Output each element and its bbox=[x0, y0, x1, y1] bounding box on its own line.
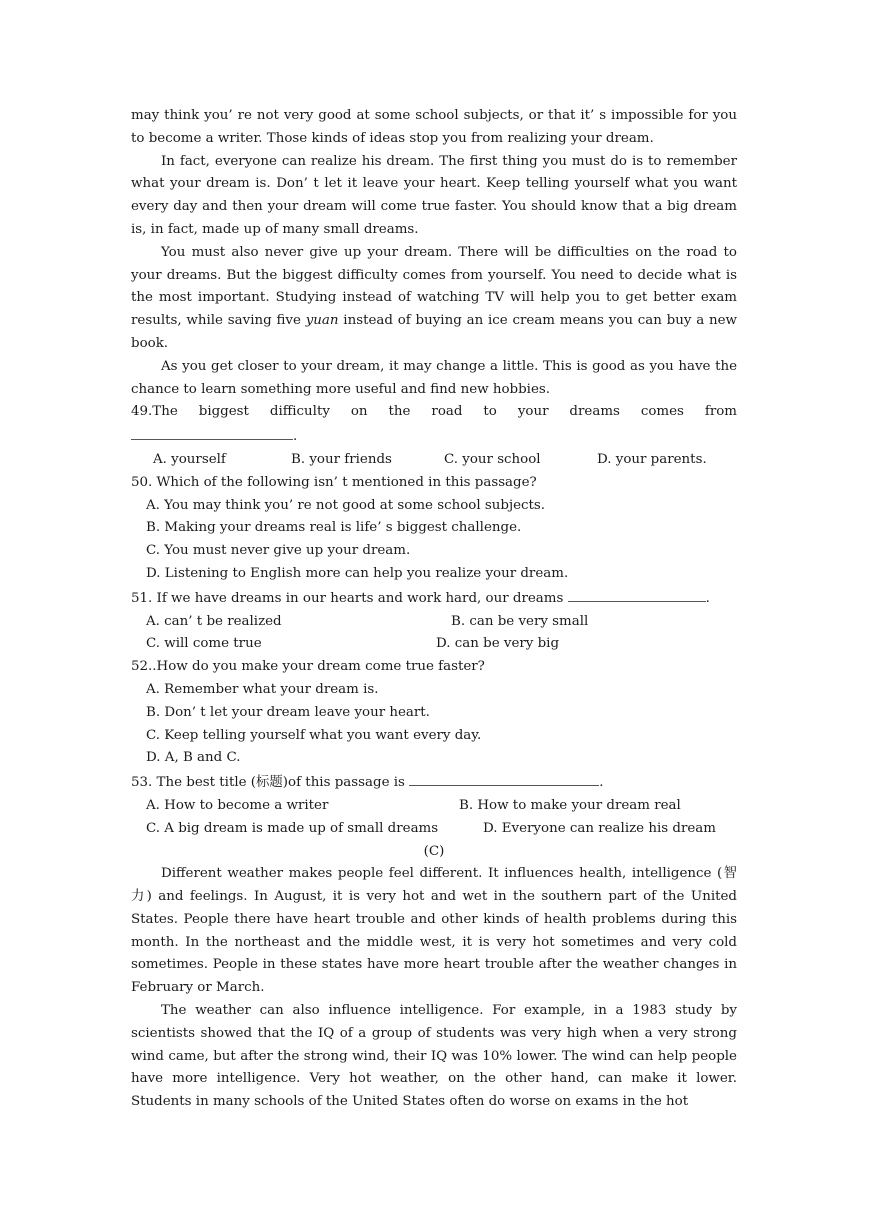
paragraph-2-text-b: instead of buying an ice cream means you can buy a new book. bbox=[131, 313, 737, 351]
question-49-stem: 49.The biggest difficulty on the road to your dreams comes from bbox=[131, 404, 737, 420]
question-53-option-c[interactable]: C. A big dream is made up of small dreams bbox=[146, 820, 439, 836]
question-50-option-d[interactable]: D. Listening to English more can help you realize your dream. bbox=[146, 565, 569, 581]
question-50-option-b[interactable]: B. Making your dreams real is life’ s biggest challenge. bbox=[146, 520, 522, 536]
question-51-options-row-2 bbox=[131, 633, 737, 656]
section-c-label: (C) bbox=[423, 843, 445, 859]
option-b[interactable]: B. your friends bbox=[291, 451, 392, 467]
section-c-paragraph-2: The weather can also influence intelligence. For example, in a 1983 study by scientists showed that the IQ of a group of students was very high when a very strong wind came, but after the strong wind, their IQ was 10% lower. The wind can help people have more intelligence. Very hot weather, on the other hand, can make it lower. Students in many schools of the United States often do worse on exams in the hot bbox=[131, 1003, 737, 1110]
blank-end: . bbox=[599, 775, 604, 791]
passage-b-paragraph-0: may think you’ re not very good at some school subjects, or that it’ s impossible for you to become a writer. Those kinds of ideas stop you from realizing your dream. bbox=[131, 108, 737, 146]
question-52-option-b[interactable]: B. Don’ t let your dream leave your heart. bbox=[146, 704, 430, 720]
question-51-option-a[interactable]: A. can’ t be realized bbox=[146, 613, 282, 629]
option-a[interactable]: A. yourself bbox=[153, 451, 226, 467]
option-d[interactable]: D. your parents. bbox=[597, 451, 707, 467]
question-53-stem bbox=[131, 770, 737, 795]
question-49-options bbox=[131, 449, 737, 472]
question-49-blank-line bbox=[131, 424, 737, 449]
question-51-option-b[interactable]: B. can be very small bbox=[451, 613, 589, 629]
answer-blank[interactable] bbox=[568, 586, 706, 602]
question-51-option-d[interactable]: D. can be very big bbox=[436, 636, 560, 652]
blank-end: . bbox=[705, 590, 710, 606]
question-51-stem-text: 51. If we have dreams in our hearts and work hard, our dreams bbox=[131, 590, 564, 606]
question-53-options-row-2 bbox=[131, 818, 737, 841]
question-53-option-d[interactable]: D. Everyone can realize his dream bbox=[483, 820, 716, 836]
question-51-stem bbox=[131, 586, 737, 611]
passage-b-paragraph-3: As you get closer to your dream, it may change a little. This is good as you have the chance to learn something more useful and find new hobbies. bbox=[131, 358, 737, 397]
blank-end: . bbox=[293, 429, 298, 445]
answer-blank[interactable] bbox=[131, 424, 293, 440]
question-52-stem: 52..How do you make your dream come true faster? bbox=[131, 659, 485, 675]
question-50-option-c[interactable]: C. You must never give up your dream. bbox=[146, 543, 411, 559]
question-53-stem-text: 53. The best title (标题)of this passage is bbox=[131, 775, 405, 791]
question-52-option-c[interactable]: C. Keep telling yourself what you want every day. bbox=[146, 727, 482, 743]
paragraph-2-text-a: You must also never give up your dream. There will be difficulties on the road to your dreams. But the biggest difficulty comes from yourself. You need to decide what is the most important. Studying instead of watching TV will help you to get better exam results, while saving five bbox=[131, 244, 737, 329]
question-53-option-b[interactable]: B. How to make your dream real bbox=[459, 797, 681, 813]
question-53-options-row-1 bbox=[131, 795, 737, 818]
document-page bbox=[131, 105, 737, 1114]
question-53-option-a[interactable]: A. How to become a writer bbox=[146, 797, 329, 813]
question-51-option-c[interactable]: C. will come true bbox=[146, 636, 262, 652]
option-c[interactable]: C. your school bbox=[444, 451, 541, 467]
question-52-option-a[interactable]: A. Remember what your dream is. bbox=[146, 681, 379, 697]
question-50-option-a[interactable]: A. You may think you’ re not good at some school subjects. bbox=[146, 497, 546, 513]
question-51-options-row-1 bbox=[131, 611, 737, 634]
passage-b-paragraph-2 bbox=[131, 242, 737, 356]
paragraph-2-italic-word: yuan bbox=[305, 313, 339, 329]
passage-b-paragraph-1: In fact, everyone can realize his dream. The first thing you must do is to remember what your dream is. Don’ t let it leave your heart. Keep telling yourself what you want every day and then your dream will come true faster. You should know that a big dream is, in fact, made up of many small dreams. bbox=[131, 153, 737, 237]
question-50-stem: 50. Which of the following isn’ t mentioned in this passage? bbox=[131, 474, 537, 490]
question-52-option-d[interactable]: D. A, B and C. bbox=[146, 750, 241, 766]
answer-blank[interactable] bbox=[409, 770, 599, 786]
section-c-paragraph-1: Different weather makes people feel different. It influences health, intelligence (智力) and feelings. In August, it is very hot and wet in the southern part of the United States. People there have heart trouble and other kinds of health problems during this month. In the northeast and the middle west, it is very hot sometimes and very cold sometimes. People in these states have more heart trouble after the weather changes in February or March. bbox=[131, 866, 737, 996]
